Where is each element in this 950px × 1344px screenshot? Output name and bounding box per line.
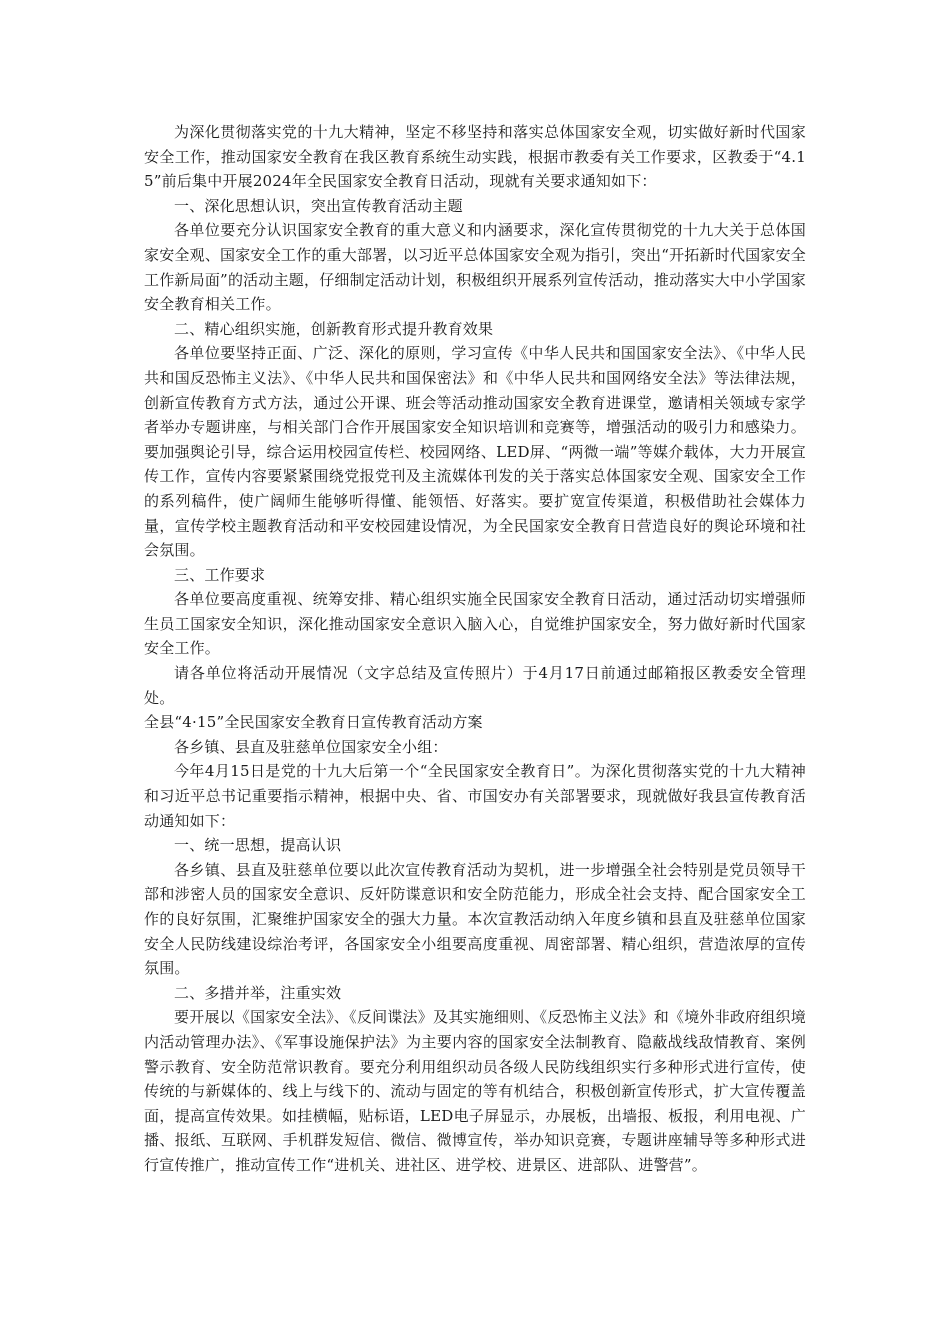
paragraph: 各乡镇、县直及驻慈单位要以此次宣传教育活动为契机，进一步增强全社会特别是党员领导干部和涉密人员的国家安全意识、反奸防谍意识和安全防范能力，形成全社会支持、配合国家安全工作的良好氛围，汇聚维护国家安全的强大力量。本次宣教活动纳入年度乡镇和县直及驻慈单位国家安全人民防线建设综治考评，各国家安全小组要高度重视、周密部署、精心组织，营造浓厚的宣传氛围。 <box>144 860 806 978</box>
paragraph: 要开展以《国家安全法》、《反间谍法》及其实施细则、《反恐怖主义法》和《境外非政府组织境内活动管理办法》、《军事设施保护法》为主要内容的国家安全法制教育、隐蔽战线敌情教育、案例警示教育、安全防范常识教育。要充分利用组织动员各级人民防线组织实行多种形式进行宣传，使传统的与新媒体的、线上与线下的、流动与固定的等有机结合，积极创新宣传形式，扩大宣传覆盖面，提高宣传效果。如挂横幅，贴标语，LED电子屏显示，办展板，出墙报、板报，利用电视、广播、报纸、互联网、手机群发短信、微信、微博宣传，举办知识竞赛，专题讲座辅导等多种形式进行宣传推广，推动宣传工作“进机关、进社区、进学校、进景区、进部队、进警营”。 <box>144 1008 806 1174</box>
document-body <box>144 120 806 1178</box>
paragraph: 各单位要坚持正面、广泛、深化的原则，学习宣传《中华人民共和国国家安全法》、《中华人民共和国反恐怖主义法》、《中华人民共和国保密法》和《中华人民共和国网络安全法》等法律法规，创新宣传教育方式方法，通过公开课、班会等活动推动国家安全教育进课堂，邀请相关领域专家学者举办专题讲座，与相关部门合作开展国家安全知识培训和竞赛等，增强活动的吸引力和感染力。要加强舆论引导，综合运用校园宣传栏、校园网络、LED屏、“两微一端”等媒介载体，大力开展宣传工作，宣传内容要紧紧围绕党报党刊及主流媒体刊发的关于落实总体国家安全观、国家安全工作的系列稿件，使广阔师生能够听得懂、能领悟、好落实。要扩宽宣传渠道，积极借助社会媒体力量，宣传学校主题教育活动和平安校园建设情况，为全民国家安全教育日营造良好的舆论环境和社会氛围。 <box>144 344 806 560</box>
paragraph: 请各单位将活动开展情况（文字总结及宣传照片）于4月17日前通过邮箱报区教委安全管理处。 <box>144 664 806 707</box>
section-heading-1: 一、深化思想认识，突出宣传教育活动主题 <box>174 196 463 215</box>
document-subtitle: 全县“4·15”全民国家安全教育日宣传教育活动方案 <box>144 713 483 732</box>
paragraph: 各单位要充分认识国家安全教育的重大意义和内涵要求，深化宣传贯彻党的十九大关于总体国家安全观、国家安全工作的重大部署，以习近平总体国家安全观为指引，突出“开拓新时代国家安全工作新局面”的活动主题，仔细制定活动计划，积极组织开展系列宣传活动，推动落实大中小学国家安全教育相关工作。 <box>144 221 806 314</box>
section-heading-3: 三、工作要求 <box>174 565 266 584</box>
section-heading-2: 二、精心组织实施，创新教育形式提升教育效果 <box>174 319 494 338</box>
paragraph-intro: 为深化贯彻落实党的十九大精神，坚定不移坚持和落实总体国家安全观，切实做好新时代国家安全工作，推动国家安全教育在我区教育系统生动实践，根据市教委有关工作要求，区教委于“4.15”前后集中开展2024年全民国家安全教育日活动，现就有关要求通知如下： <box>144 123 806 191</box>
paragraph: 今年4月15日是党的十九大后第一个“全民国家安全教育日”。为深化贯彻落实党的十九大精神和习近平总书记重要指示精神，根据中央、省、市国安办有关部署要求，现就做好我县宣传教育活动通知如下： <box>144 762 806 830</box>
paragraph: 各单位要高度重视、统筹安排、精心组织实施全民国家安全教育日活动，通过活动切实增强师生员工国家安全知识，深化推动国家安全意识入脑入心，自觉维护国家安全，努力做好新时代国家安全工作。 <box>144 590 806 658</box>
section-heading-5: 二、多措并举，注重实效 <box>174 983 342 1002</box>
salutation: 各乡镇、县直及驻慈单位国家安全小组： <box>174 737 448 756</box>
section-heading-4: 一、统一思想，提高认识 <box>174 836 342 855</box>
